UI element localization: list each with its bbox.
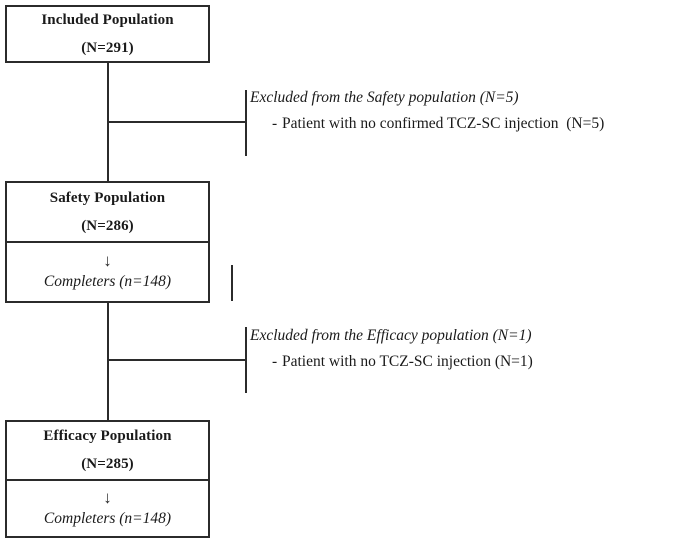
safety-completers-section [7, 241, 208, 301]
safety-exclusion-reason: Patient with no confirmed TCZ-SC injection (N=5) [282, 115, 605, 133]
efficacy-completers-label: Completers (n=148) [43, 509, 172, 527]
branch-line-efficacy-exclusion [107, 359, 247, 361]
included-population-count: (N=291) [81, 39, 134, 56]
branch-line-safety-exclusion [107, 121, 247, 123]
efficacy-down-arrow-icon: ↓ [103, 487, 112, 507]
efficacy-population-box [5, 420, 210, 538]
efficacy-exclusion-item [250, 352, 678, 371]
included-population-box [5, 5, 210, 63]
safety-population-title: Safety Population [49, 189, 166, 206]
efficacy-population-title: Efficacy Population [43, 428, 172, 445]
efficacy-completers-section [7, 479, 208, 536]
branch-tick-efficacy-exclusion [245, 327, 247, 393]
included-population-title: Included Population [41, 11, 174, 28]
safety-exclusion-bullet: - [272, 115, 278, 133]
efficacy-population-count: (N=285) [81, 456, 134, 472]
efficacy-exclusion-reason: Patient with no TCZ-SC injection (N=1) [282, 353, 533, 371]
safety-exclusion-item [250, 114, 678, 133]
efficacy-population-section [7, 422, 208, 479]
safety-exclusion-note [250, 88, 678, 134]
efficacy-exclusion-note [250, 326, 678, 372]
safety-population-section [7, 183, 208, 241]
efficacy-exclusion-bullet: - [272, 353, 278, 371]
efficacy-exclusion-heading: Excluded from the Efficacy population (N=1) [250, 327, 532, 344]
safety-completers-label: Completers (n=148) [43, 273, 172, 291]
safety-exclusion-heading: Excluded from the Safety population (N=5) [250, 89, 519, 106]
branch-tick-safety-exclusion [245, 90, 247, 156]
safety-population-count: (N=286) [81, 217, 134, 234]
safety-population-box [5, 181, 210, 303]
included-population-section [7, 7, 208, 61]
safety-completers-side-tick [231, 265, 233, 301]
connector-safety-to-efficacy [107, 303, 109, 421]
safety-down-arrow-icon: ↓ [103, 251, 112, 271]
